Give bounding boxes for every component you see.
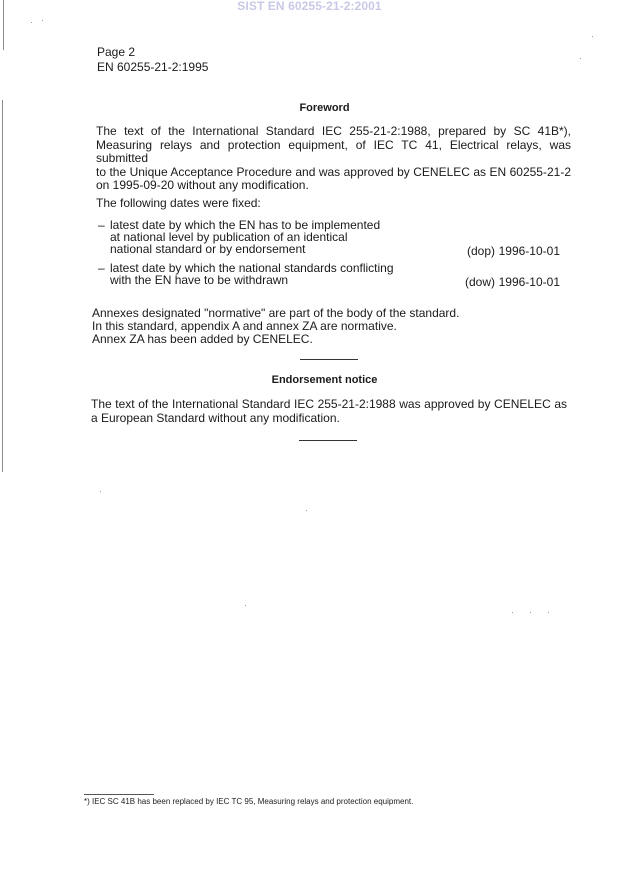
foreword-line: on 1995-09-20 without any modification.: [96, 178, 309, 192]
scan-speck: [548, 612, 549, 613]
document-id: EN 60255-21-2:1995: [97, 60, 209, 74]
section-divider: [300, 359, 358, 360]
scan-speck: [530, 612, 531, 613]
footnote-rule: [84, 794, 154, 795]
scan-speck: [580, 58, 581, 59]
scan-speck: [31, 22, 32, 23]
endorsement-title: Endorsement notice: [271, 374, 378, 386]
date-item-dop: [98, 218, 568, 258]
page-number: Page 2: [97, 45, 136, 59]
foreword-line: The text of the International Standard IEC 255-21-2:1988, prepared by SC 41B*),: [96, 124, 571, 138]
endorsement-line: The text of the International Standard IEC 255-21-2:1988 was approved by CENELEC as: [91, 397, 567, 411]
scan-speck: [245, 605, 246, 606]
foreword-paragraph: [96, 125, 571, 193]
scan-speck: [592, 36, 593, 37]
date-value: 1996-10-01: [498, 244, 560, 258]
scan-speck: [100, 491, 101, 492]
date-item-line: national standard or by endorsement: [110, 242, 306, 256]
annex-line: Annexes designated "normative" are part of the body of the standard.: [92, 306, 460, 320]
scan-speck: [512, 612, 513, 613]
dash-bullet: –: [98, 261, 105, 275]
date-item-line: with the EN have to be withdrawn: [110, 273, 289, 287]
date-item-line: latest date by which the national standards conflicting: [110, 261, 394, 275]
endorsement-paragraph: [91, 398, 567, 425]
date-item-line: at national level by publication of an identical: [110, 230, 348, 244]
watermark: SIST EN 60255-21-2:2001: [237, 0, 382, 13]
date-item-dow: [98, 261, 568, 289]
scan-edge-line: [2, 100, 3, 472]
date-code: (dow): [464, 275, 495, 289]
annex-line: Annex ZA has been added by CENELEC.: [92, 332, 313, 346]
page-header: [97, 45, 208, 75]
foreword-line: Measuring relays and protection equipment, of IEC TC 41, Electrical relays, was submitted: [96, 137, 571, 165]
scan-speck: [306, 510, 307, 511]
scan-speck: [42, 20, 43, 21]
date-code: (dop): [466, 244, 495, 258]
dash-bullet: –: [98, 218, 105, 232]
dates-list: [98, 218, 568, 289]
annex-paragraph: [92, 307, 459, 346]
endorsement-line: a European Standard without any modification.: [91, 410, 340, 425]
section-divider: [299, 440, 357, 441]
date-item-line: latest date by which the EN has to be implemented: [110, 218, 381, 232]
dates-intro: The following dates were fixed:: [96, 196, 261, 210]
date-value: 1996-10-01: [498, 275, 560, 289]
footnote: *) IEC SC 41B has been replaced by IEC TC 95, Measuring relays and protection equipment.: [84, 797, 414, 806]
foreword-title: Foreword: [299, 102, 350, 114]
foreword-line: to the Unique Acceptance Procedure and was approved by CENELEC as EN 60255-21-2: [96, 164, 571, 179]
annex-line: In this standard, appendix A and annex ZA are normative.: [92, 319, 397, 333]
